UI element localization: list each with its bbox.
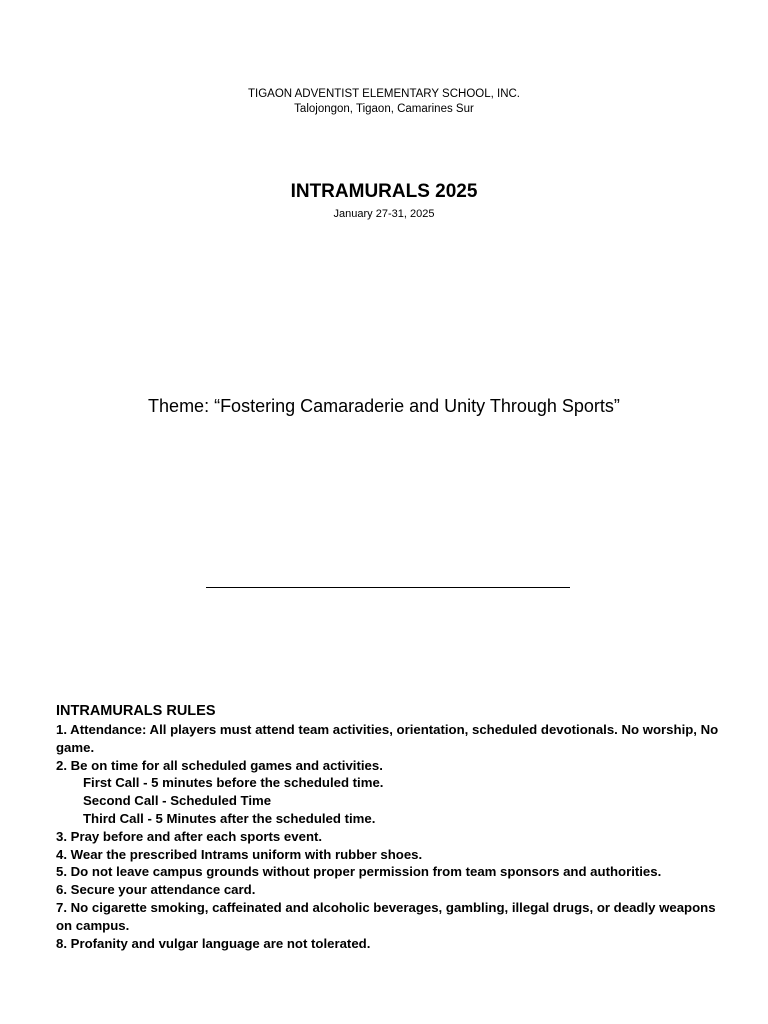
event-dates: January 27-31, 2025 — [333, 208, 435, 220]
rule-item: 8. Profanity and vulgar language are not tolerated. — [56, 935, 371, 951]
rule-item: 2. Be on time for all scheduled games and activities. — [56, 757, 383, 773]
rule-item: 3. Pray before and after each sports event. — [56, 828, 323, 844]
event-title: INTRAMURALS 2025 — [290, 181, 478, 202]
signature-line — [206, 587, 570, 588]
rules-section — [56, 702, 726, 952]
rule-item: 5. Do not leave campus grounds without proper permission from team sponsors and authorities. — [56, 864, 662, 880]
rule-subitem: First Call - 5 minutes before the scheduled time. — [83, 775, 384, 791]
rule-item: 1. Attendance: All players must attend team activities, orientation, scheduled devotionals. No worship, No game. — [56, 722, 719, 755]
rule-subitem: Second Call - Scheduled Time — [83, 793, 272, 809]
rule-item: 6. Secure your attendance card. — [56, 882, 256, 898]
rule-item: 7. No cigarette smoking, caffeinated and alcoholic beverages, gambling, illegal drugs, or deadly weapons on campus. — [56, 899, 716, 933]
rules-title: INTRAMURALS RULES — [56, 703, 216, 719]
school-name: TIGAON ADVENTIST ELEMENTARY SCHOOL, INC. — [247, 88, 520, 100]
theme-line: Theme: “Fostering Camaraderie and Unity Through Sports” — [148, 396, 620, 416]
rule-subitem: Third Call - 5 Minutes after the scheduled time. — [83, 810, 376, 826]
rule-item: 4. Wear the prescribed Intrams uniform with rubber shoes. — [56, 846, 423, 862]
school-address: Talojongon, Tigaon, Camarines Sur — [294, 103, 474, 115]
